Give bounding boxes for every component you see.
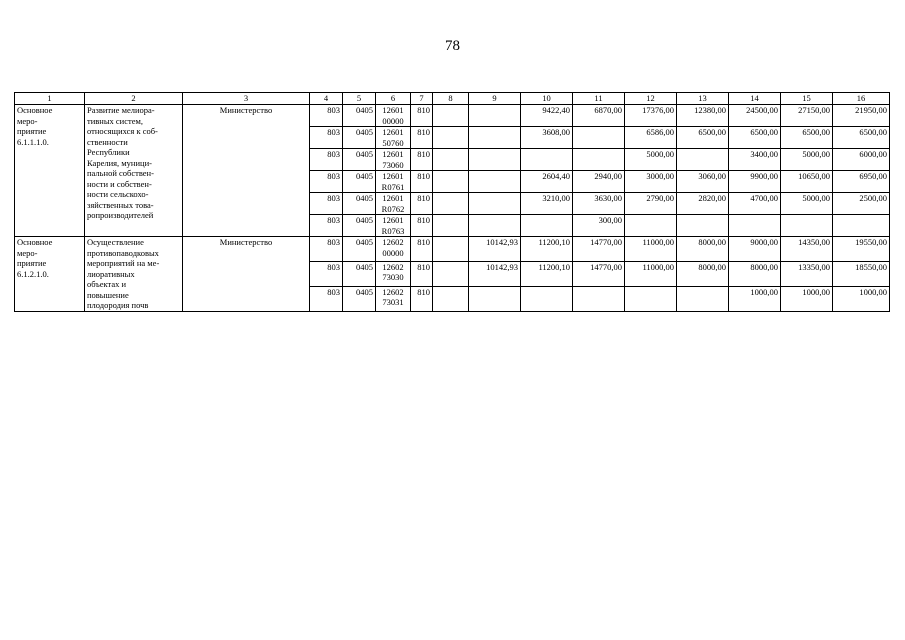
target-article-part: R0763	[381, 225, 405, 236]
amount-cell-c16: 21950,00	[833, 105, 890, 127]
section-code-cell: 0405	[343, 193, 376, 215]
amount-cell-c8	[433, 105, 469, 127]
amount-cell-c14: 1000,00	[729, 286, 781, 311]
amount-cell-c15	[781, 215, 833, 237]
target-article-part: 12601	[382, 171, 404, 181]
header-cell: 15	[781, 93, 833, 105]
header-cell: 2	[85, 93, 183, 105]
event-description-line: повышение	[87, 289, 129, 300]
expense-type-cell: 810	[411, 215, 433, 237]
amount-cell-c14: 8000,00	[729, 261, 781, 286]
section-code-cell: 0405	[343, 237, 376, 262]
amount-cell-c11	[573, 149, 625, 171]
header-cell: 3	[183, 93, 310, 105]
event-name-line: 6.1.2.1.0.	[17, 268, 49, 279]
section-code-cell: 0405	[343, 149, 376, 171]
amount-cell-c9	[469, 286, 521, 311]
event-description-line: пальной собствен-	[87, 168, 154, 178]
amount-cell-c14: 9000,00	[729, 237, 781, 262]
target-article-part: 50760	[382, 137, 404, 148]
event-description-line: Республики	[87, 147, 130, 157]
target-article-part: 12601	[382, 105, 404, 115]
amount-cell-c8	[433, 215, 469, 237]
grbs-code-cell: 803	[310, 105, 343, 127]
amount-cell-c11: 3630,00	[573, 193, 625, 215]
section-code-cell: 0405	[343, 215, 376, 237]
amount-cell-c14: 24500,00	[729, 105, 781, 127]
amount-cell-c11: 6870,00	[573, 105, 625, 127]
expense-type-cell: 810	[411, 237, 433, 262]
header-cell: 8	[433, 93, 469, 105]
amount-cell-c12	[625, 215, 677, 237]
amount-cell-c13	[677, 286, 729, 311]
amount-cell-c14: 9900,00	[729, 171, 781, 193]
header-cell: 4	[310, 93, 343, 105]
amount-cell-c10: 11200,10	[521, 237, 573, 262]
amount-cell-c12: 5000,00	[625, 149, 677, 171]
amount-cell-c15: 5000,00	[781, 193, 833, 215]
event-name-line: 6.1.1.1.0.	[17, 136, 49, 147]
event-description-line: относящихся к соб-	[87, 126, 158, 136]
event-name-cell	[15, 237, 85, 312]
amount-cell-c11: 14770,00	[573, 237, 625, 262]
amount-cell-c8	[433, 193, 469, 215]
event-description-line: Развитие мелиора-	[87, 105, 155, 115]
target-article-part: 12601	[382, 193, 404, 203]
grbs-code-cell: 803	[310, 286, 343, 311]
header-cell: 5	[343, 93, 376, 105]
amount-cell-c8	[433, 261, 469, 286]
target-article-part: 12602	[382, 237, 404, 247]
amount-cell-c10: 11200,10	[521, 261, 573, 286]
table-row	[15, 105, 890, 127]
amount-cell-c8	[433, 149, 469, 171]
section-code-cell: 0405	[343, 261, 376, 286]
amount-cell-c16: 19550,00	[833, 237, 890, 262]
event-name-line: Основное	[17, 237, 53, 247]
target-article-part: 73060	[382, 159, 404, 170]
event-description-line: ности и собствен-	[87, 178, 152, 189]
amount-cell-c11	[573, 127, 625, 149]
target-article-part: 00000	[382, 115, 404, 126]
amount-cell-c9: 10142,93	[469, 261, 521, 286]
amount-cell-c13	[677, 149, 729, 171]
section-code-cell: 0405	[343, 171, 376, 193]
amount-cell-c13: 8000,00	[677, 237, 729, 262]
amount-cell-c16	[833, 215, 890, 237]
event-description-line: плодородия почв	[87, 300, 149, 310]
target-article-cell	[376, 215, 411, 237]
event-description-line: ропроизводителей	[87, 210, 154, 220]
expense-type-cell: 810	[411, 105, 433, 127]
amount-cell-c13: 8000,00	[677, 261, 729, 286]
grbs-code-cell: 803	[310, 171, 343, 193]
amount-cell-c14: 3400,00	[729, 149, 781, 171]
header-cell: 6	[376, 93, 411, 105]
amount-cell-c9	[469, 105, 521, 127]
amount-cell-c10: 2604,40	[521, 171, 573, 193]
amount-cell-c9	[469, 193, 521, 215]
table-body	[15, 105, 890, 312]
event-name-line: Основное	[17, 105, 53, 115]
event-description-line: ности сельскохо-	[87, 189, 149, 199]
amount-cell-c12: 2790,00	[625, 193, 677, 215]
event-name-line: приятие	[17, 258, 47, 268]
target-article-part: R0762	[381, 203, 405, 214]
amount-cell-c10	[521, 286, 573, 311]
budget-table	[14, 92, 890, 312]
header-cell: 13	[677, 93, 729, 105]
target-article-part: 12601	[382, 127, 404, 137]
expense-type-cell: 810	[411, 286, 433, 311]
target-article-cell	[376, 237, 411, 262]
amount-cell-c8	[433, 286, 469, 311]
header-cell: 14	[729, 93, 781, 105]
amount-cell-c14	[729, 215, 781, 237]
target-article-cell	[376, 127, 411, 149]
amount-cell-c16: 1000,00	[833, 286, 890, 311]
amount-cell-c10: 3608,00	[521, 127, 573, 149]
amount-cell-c11: 2940,00	[573, 171, 625, 193]
page-number: 78	[445, 38, 460, 54]
amount-cell-c8	[433, 171, 469, 193]
amount-cell-c9	[469, 149, 521, 171]
header-cell: 16	[833, 93, 890, 105]
amount-cell-c12: 11000,00	[625, 237, 677, 262]
section-code-cell: 0405	[343, 105, 376, 127]
amount-cell-c15: 1000,00	[781, 286, 833, 311]
amount-cell-c10	[521, 215, 573, 237]
amount-cell-c10	[521, 149, 573, 171]
amount-cell-c15: 13350,00	[781, 261, 833, 286]
event-description-line: тивных систем,	[87, 115, 143, 126]
amount-cell-c13: 3060,00	[677, 171, 729, 193]
target-article-cell	[376, 193, 411, 215]
amount-cell-c8	[433, 127, 469, 149]
grbs-code-cell: 803	[310, 149, 343, 171]
target-article-part: R0761	[381, 181, 405, 192]
executor-cell: Министерство	[183, 105, 310, 237]
amount-cell-c8	[433, 237, 469, 262]
header-row	[15, 93, 890, 105]
expense-type-cell: 810	[411, 127, 433, 149]
amount-cell-c12: 11000,00	[625, 261, 677, 286]
header-cell: 11	[573, 93, 625, 105]
amount-cell-c9	[469, 127, 521, 149]
amount-cell-c13: 2820,00	[677, 193, 729, 215]
event-description-cell	[85, 237, 183, 312]
amount-cell-c16: 6500,00	[833, 127, 890, 149]
amount-cell-c9	[469, 215, 521, 237]
event-description-line: ственности	[87, 136, 128, 147]
target-article-part: 73030	[382, 272, 404, 283]
event-description-line: противопаводковых	[87, 247, 159, 258]
amount-cell-c10: 3210,00	[521, 193, 573, 215]
amount-cell-c16: 6950,00	[833, 171, 890, 193]
amount-cell-c9: 10142,93	[469, 237, 521, 262]
amount-cell-c12	[625, 286, 677, 311]
amount-cell-c15: 6500,00	[781, 127, 833, 149]
amount-cell-c14: 6500,00	[729, 127, 781, 149]
event-description-line: мероприятий на ме-	[87, 258, 160, 268]
event-name-line: меро-	[17, 115, 38, 126]
amount-cell-c11: 300,00	[573, 215, 625, 237]
grbs-code-cell: 803	[310, 193, 343, 215]
amount-cell-c14: 4700,00	[729, 193, 781, 215]
event-description-cell	[85, 105, 183, 237]
target-article-cell	[376, 171, 411, 193]
amount-cell-c9	[469, 171, 521, 193]
event-description-line: лиоративных	[87, 268, 135, 279]
section-code-cell: 0405	[343, 127, 376, 149]
grbs-code-cell: 803	[310, 127, 343, 149]
amount-cell-c15: 14350,00	[781, 237, 833, 262]
amount-cell-c13: 12380,00	[677, 105, 729, 127]
amount-cell-c12: 17376,00	[625, 105, 677, 127]
amount-cell-c15: 5000,00	[781, 149, 833, 171]
amount-cell-c16: 18550,00	[833, 261, 890, 286]
executor-cell: Министерство	[183, 237, 310, 312]
event-name-line: меро-	[17, 247, 38, 258]
event-description-line: объектах и	[87, 279, 127, 289]
section-code-cell: 0405	[343, 286, 376, 311]
amount-cell-c16: 6000,00	[833, 149, 890, 171]
amount-cell-c11: 14770,00	[573, 261, 625, 286]
grbs-code-cell: 803	[310, 237, 343, 262]
target-article-part: 73031	[382, 297, 404, 308]
amount-cell-c15: 27150,00	[781, 105, 833, 127]
target-article-cell	[376, 105, 411, 127]
table-row	[15, 237, 890, 262]
amount-cell-c13	[677, 215, 729, 237]
header-cell: 10	[521, 93, 573, 105]
header-cell: 1	[15, 93, 85, 105]
grbs-code-cell: 803	[310, 261, 343, 286]
amount-cell-c11	[573, 286, 625, 311]
event-name-cell	[15, 105, 85, 237]
header-cell: 12	[625, 93, 677, 105]
event-description-line: зяйственных това-	[87, 199, 154, 210]
grbs-code-cell: 803	[310, 215, 343, 237]
expense-type-cell: 810	[411, 193, 433, 215]
target-article-part: 12602	[382, 261, 404, 272]
event-description-line: Осуществление	[87, 237, 144, 247]
target-article-cell	[376, 149, 411, 171]
expense-type-cell: 810	[411, 261, 433, 286]
target-article-cell	[376, 286, 411, 311]
target-article-part: 12601	[382, 215, 404, 225]
expense-type-cell: 810	[411, 171, 433, 193]
target-article-part: 12602	[382, 286, 404, 297]
event-name-line: приятие	[17, 126, 47, 136]
target-article-cell	[376, 261, 411, 286]
expense-type-cell: 810	[411, 149, 433, 171]
header-cell: 7	[411, 93, 433, 105]
amount-cell-c16: 2500,00	[833, 193, 890, 215]
amount-cell-c12: 3000,00	[625, 171, 677, 193]
target-article-part: 00000	[382, 247, 404, 258]
amount-cell-c15: 10650,00	[781, 171, 833, 193]
header-cell: 9	[469, 93, 521, 105]
amount-cell-c13: 6500,00	[677, 127, 729, 149]
target-article-part: 12601	[382, 149, 404, 159]
amount-cell-c12: 6586,00	[625, 127, 677, 149]
event-description-line: Карелия, муници-	[87, 157, 152, 168]
amount-cell-c10: 9422,40	[521, 105, 573, 127]
